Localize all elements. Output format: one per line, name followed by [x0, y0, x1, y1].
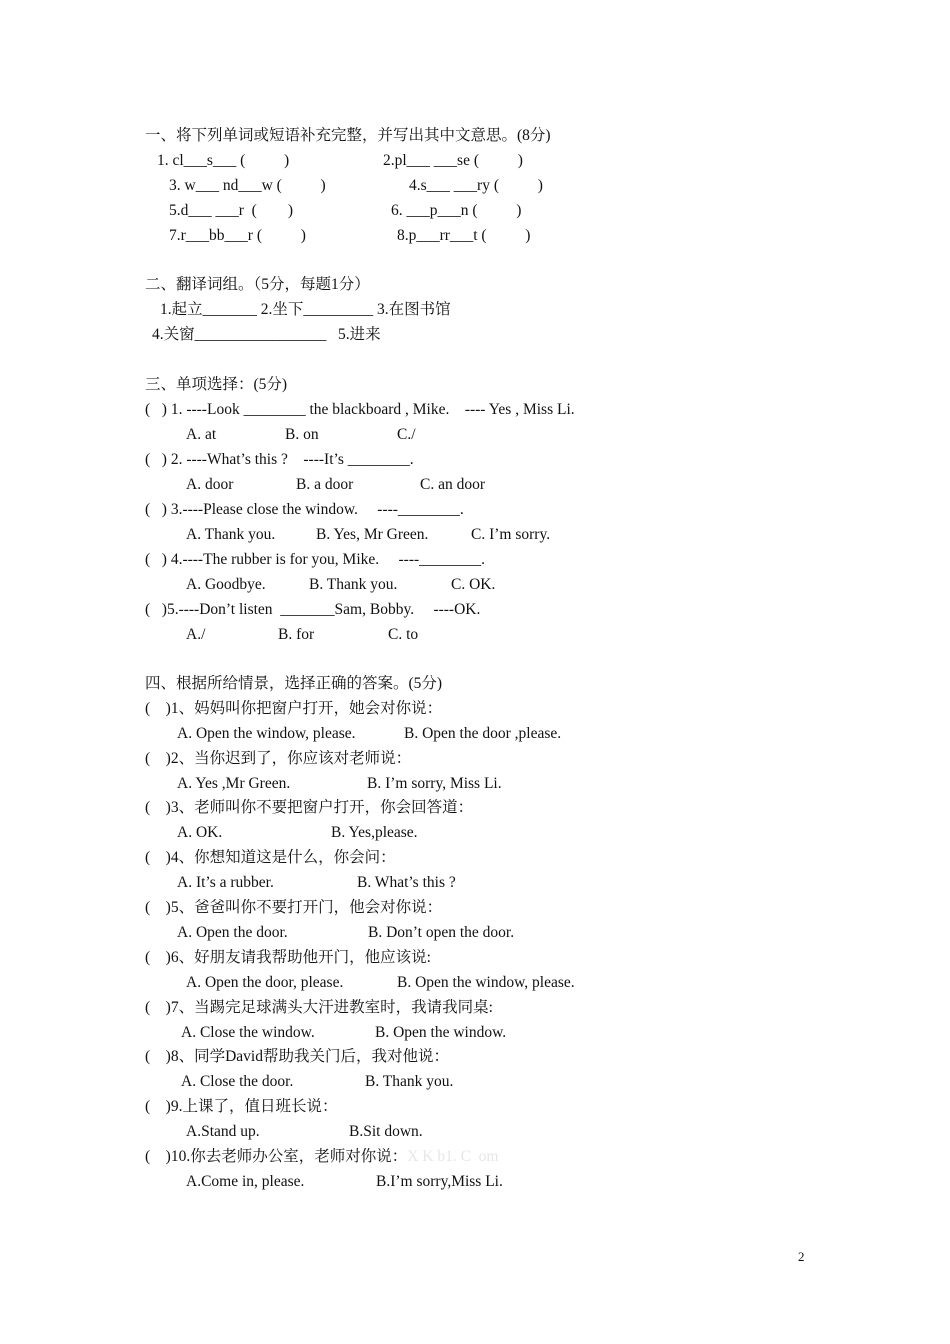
situation-question-6: ( )6、好朋友请我帮助他开门，他应该说: — [145, 949, 431, 966]
situation-question-1: ( )1、妈妈叫你把窗户打开，她会对你说： — [145, 700, 443, 717]
situation-question-7: ( )7、当踢完足球满头大汗进教室时，我请我同桌: — [145, 999, 493, 1016]
choice-q2-option-c: C. an door — [420, 476, 486, 493]
choice-question-1: ( ) 1. ----Look ________ the blackboard , Mike. ---- Yes , Miss Li. — [145, 401, 575, 418]
situation-q2-option-a: A. Yes ,Mr Green. — [177, 775, 291, 792]
situation-q5-option-b: B. Don’t open the door. — [368, 924, 515, 941]
section-3-title: 三、单项选择：(5分) — [145, 376, 288, 393]
situation-q7-option-a: A. Close the window. — [181, 1024, 315, 1041]
choice-q1-option-c: C./ — [397, 426, 416, 443]
situation-q4-option-a: A. It’s a rubber. — [177, 874, 274, 891]
choice-question-4: ( ) 4.----The rubber is for you, Mike. ----________. — [145, 551, 486, 568]
situation-q3-option-b: B. Yes,please. — [331, 824, 418, 841]
choice-q5-option-b: B. for — [278, 626, 315, 643]
word-item-5: 5.d___ ___r ( ) — [169, 202, 293, 219]
choice-q3-option-c: C. I’m sorry. — [471, 526, 551, 543]
situation-q10-text: ( )10.你去老师办公室，老师对你说： — [145, 1148, 408, 1165]
word-item-2: 2.pl___ ___se ( ) — [383, 152, 523, 169]
situation-question-5: ( )5、爸爸叫你不要打开门，他会对你说： — [145, 899, 443, 916]
word-item-6: 6. ___p___n ( ) — [391, 202, 522, 219]
choice-question-5: ( )5.----Don’t listen _______Sam, Bobby. ----OK. — [145, 601, 481, 618]
situation-q3-option-a: A. OK. — [177, 824, 223, 841]
phrase-row-2: 4.关窗_________________ 5.进来 — [152, 326, 381, 343]
situation-q8-option-b: B. Thank you. — [365, 1073, 454, 1090]
situation-q1-option-b: B. Open the door ,please. — [404, 725, 562, 742]
situation-q10-option-a: A.Come in, please. — [186, 1173, 305, 1190]
word-item-3: 3. w___ nd___w ( ) — [169, 177, 326, 194]
choice-q2-option-b: B. a door — [296, 476, 354, 493]
section-1-title: 一、将下列单词或短语补充完整，并写出其中文意思。(8分) — [145, 127, 551, 144]
situation-q5-option-a: A. Open the door. — [177, 924, 288, 941]
choice-q5-option-c: C. to — [388, 626, 419, 643]
choice-q1-option-a: A. at — [186, 426, 217, 443]
section-4-title: 四、根据所给情景，选择正确的答案。(5分) — [145, 675, 443, 692]
situation-q9-option-a: A.Stand up. — [186, 1123, 260, 1140]
section-2-title: 二、翻译词组。（5分，每题1分） — [145, 276, 370, 293]
situation-question-9: ( )9.上课了，值日班长说： — [145, 1098, 338, 1115]
situation-question-2: ( )2、当你迟到了，你应该对老师说： — [145, 750, 412, 767]
situation-q4-option-b: B. What’s this ? — [357, 874, 456, 891]
situation-q6-option-a: A. Open the door, please. — [186, 974, 344, 991]
situation-q1-option-a: A. Open the window, please. — [177, 725, 356, 742]
word-item-8: 8.p___rr___t ( ) — [397, 227, 531, 244]
situation-q7-option-b: B. Open the window. — [375, 1024, 507, 1041]
situation-question-4: ( )4、你想知道这是什么，你会问： — [145, 849, 396, 866]
situation-question-10 — [145, 1147, 499, 1167]
phrase-row-1: 1.起立_______ 2.坐下_________ 3.在图书馆 — [160, 301, 451, 318]
word-item-7: 7.r___bb___r ( ) — [169, 227, 306, 244]
choice-q1-option-b: B. on — [285, 426, 319, 443]
situation-q9-option-b: B.Sit down. — [349, 1123, 423, 1140]
choice-question-3: ( ) 3.----Please close the window. ----________. — [145, 501, 464, 518]
choice-q4-option-b: B. Thank you. — [309, 576, 398, 593]
situation-question-3: ( )3、老师叫你不要把窗户打开，你会回答道： — [145, 799, 474, 816]
situation-q8-option-a: A. Close the door. — [181, 1073, 294, 1090]
situation-q6-option-b: B. Open the window, please. — [397, 974, 575, 991]
situation-question-8: ( )8、同学David帮助我关门后，我对他说： — [145, 1048, 449, 1065]
page-number: 2 — [798, 1249, 805, 1264]
choice-q2-option-a: A. door — [186, 476, 234, 493]
choice-q5-option-a: A./ — [186, 626, 206, 643]
watermark-text: X K b1. C om — [407, 1148, 499, 1165]
choice-q3-option-a: A. Thank you. — [186, 526, 276, 543]
choice-q4-option-c: C. OK. — [451, 576, 496, 593]
word-item-1: 1. cl___s___ ( ) — [157, 152, 290, 169]
word-item-4: 4.s___ ___ry ( ) — [409, 177, 543, 194]
choice-q4-option-a: A. Goodbye. — [186, 576, 266, 593]
choice-question-2: ( ) 2. ----What’s this ? ----It’s ________. — [145, 451, 414, 468]
situation-q10-option-b: B.I’m sorry,Miss Li. — [376, 1173, 503, 1190]
choice-q3-option-b: B. Yes, Mr Green. — [316, 526, 429, 543]
situation-q2-option-b: B. I’m sorry, Miss Li. — [367, 775, 502, 792]
